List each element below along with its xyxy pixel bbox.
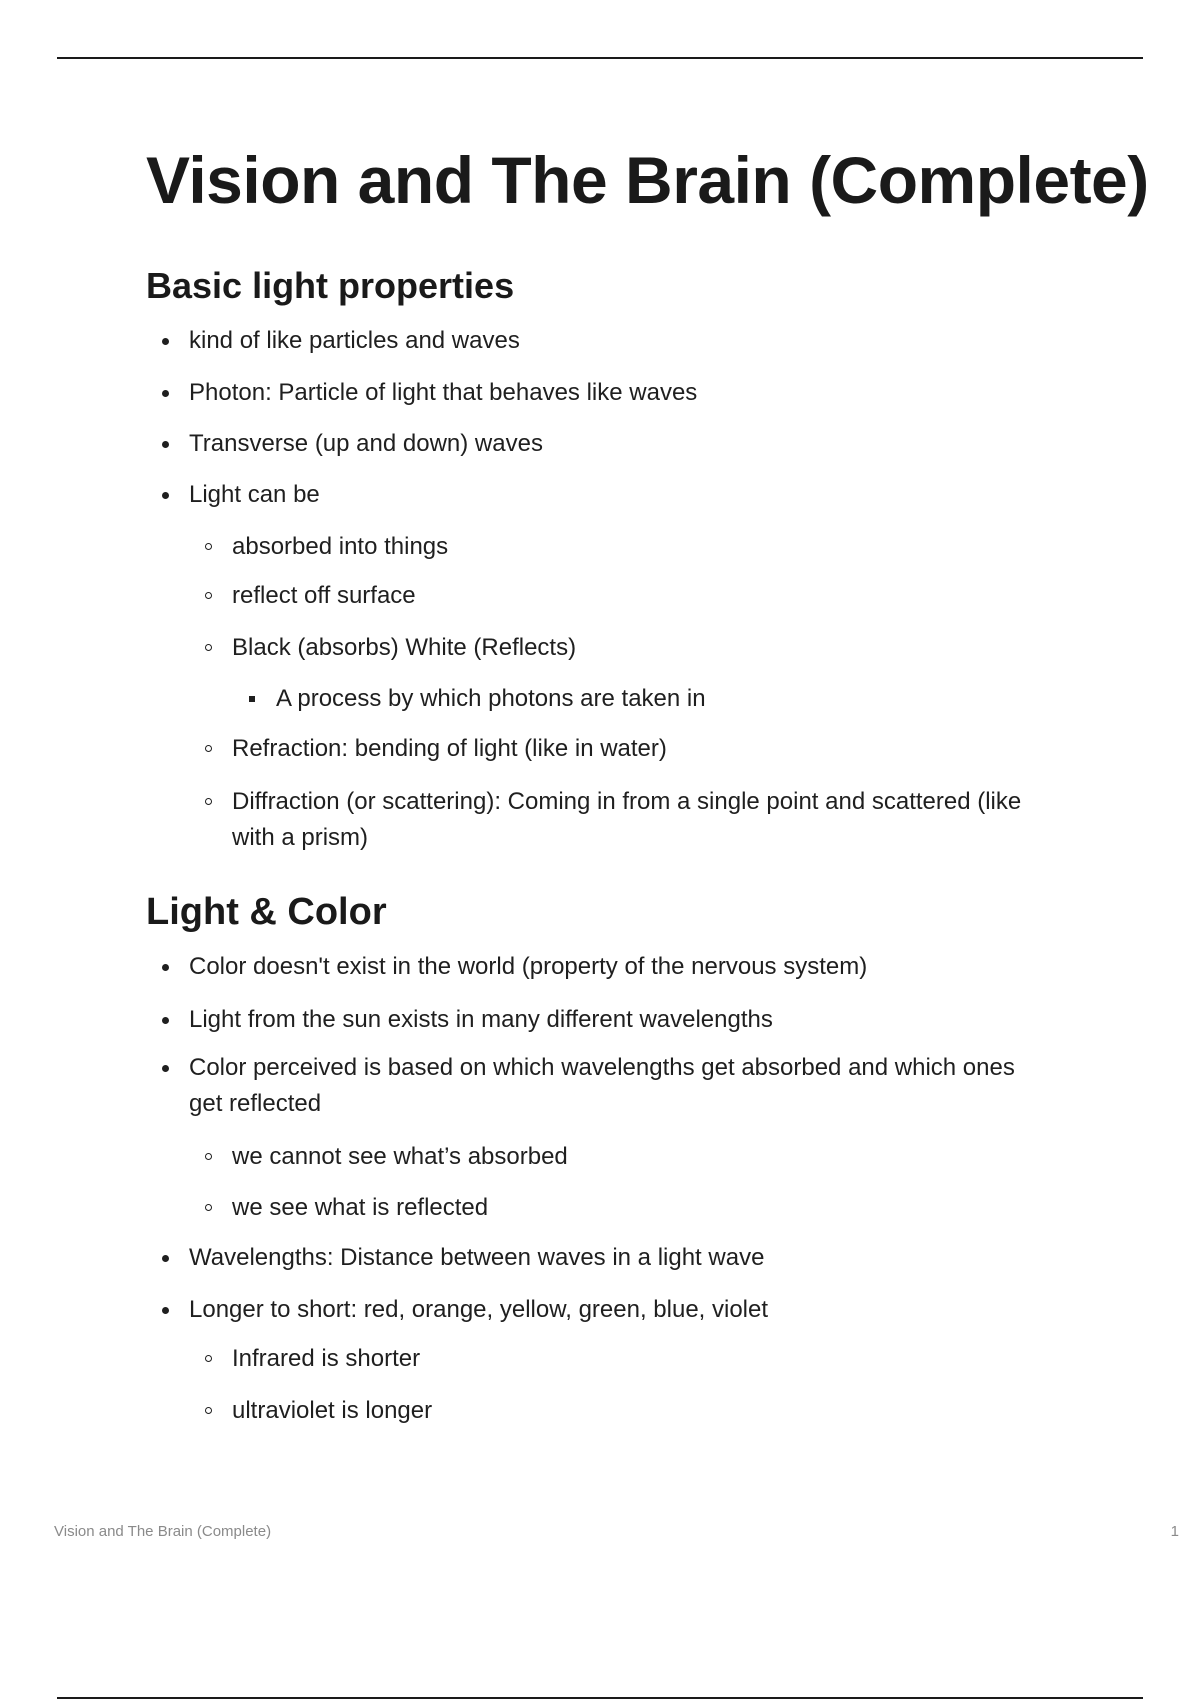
footer-title: Vision and The Brain (Complete) — [54, 1523, 272, 1540]
bullet-icon — [162, 964, 169, 971]
top-rule — [57, 57, 1143, 59]
bullet-icon — [162, 338, 169, 345]
list-item: ultraviolet is longer — [232, 1393, 432, 1429]
bullet-icon — [162, 1307, 169, 1314]
circle-bullet-icon — [205, 745, 212, 752]
circle-bullet-icon — [205, 798, 212, 805]
list-item: absorbed into things — [232, 529, 448, 565]
circle-bullet-icon — [205, 1204, 212, 1211]
list-item: Color doesn't exist in the world (property of the nervous system) — [189, 949, 867, 985]
list-item: we see what is reflected — [232, 1190, 488, 1226]
list-item: reflect off surface — [232, 578, 416, 614]
list-item: kind of like particles and waves — [189, 323, 520, 359]
list-item: Light can be — [189, 477, 320, 513]
square-bullet-icon — [249, 696, 255, 702]
list-item: Infrared is shorter — [232, 1341, 420, 1377]
bottom-rule — [57, 1697, 1143, 1699]
page-number: 1 — [1170, 1523, 1179, 1540]
list-item: Color perceived is based on which wavelengths get absorbed and which ones get reflected — [189, 1050, 1015, 1122]
list-item: Photon: Particle of light that behaves like waves — [189, 375, 697, 411]
bullet-icon — [162, 492, 169, 499]
page-title: Vision and The Brain (Complete) — [146, 143, 1149, 217]
list-item: Black (absorbs) White (Reflects) — [232, 630, 576, 666]
list-item: Longer to short: red, orange, yellow, green, blue, violet — [189, 1292, 768, 1328]
list-item: Light from the sun exists in many different wavelengths — [189, 1002, 773, 1038]
bullet-icon — [162, 1065, 169, 1072]
bullet-icon — [162, 441, 169, 448]
section-heading-light-color: Light & Color — [146, 891, 387, 933]
list-item: Transverse (up and down) waves — [189, 426, 543, 462]
bullet-icon — [162, 390, 169, 397]
circle-bullet-icon — [205, 1355, 212, 1362]
list-item: A process by which photons are taken in — [276, 681, 706, 717]
bullet-icon — [162, 1255, 169, 1262]
list-item: Refraction: bending of light (like in water) — [232, 731, 667, 767]
bullet-icon — [162, 1017, 169, 1024]
section-heading-basic-light: Basic light properties — [146, 265, 515, 306]
circle-bullet-icon — [205, 543, 212, 550]
circle-bullet-icon — [205, 592, 212, 599]
list-item: Diffraction (or scattering): Coming in from a single point and scattered (like with a prism) — [232, 784, 1021, 856]
circle-bullet-icon — [205, 1153, 212, 1160]
circle-bullet-icon — [205, 1407, 212, 1414]
circle-bullet-icon — [205, 644, 212, 651]
list-item: Wavelengths: Distance between waves in a light wave — [189, 1240, 764, 1276]
list-item: we cannot see what’s absorbed — [232, 1139, 568, 1175]
